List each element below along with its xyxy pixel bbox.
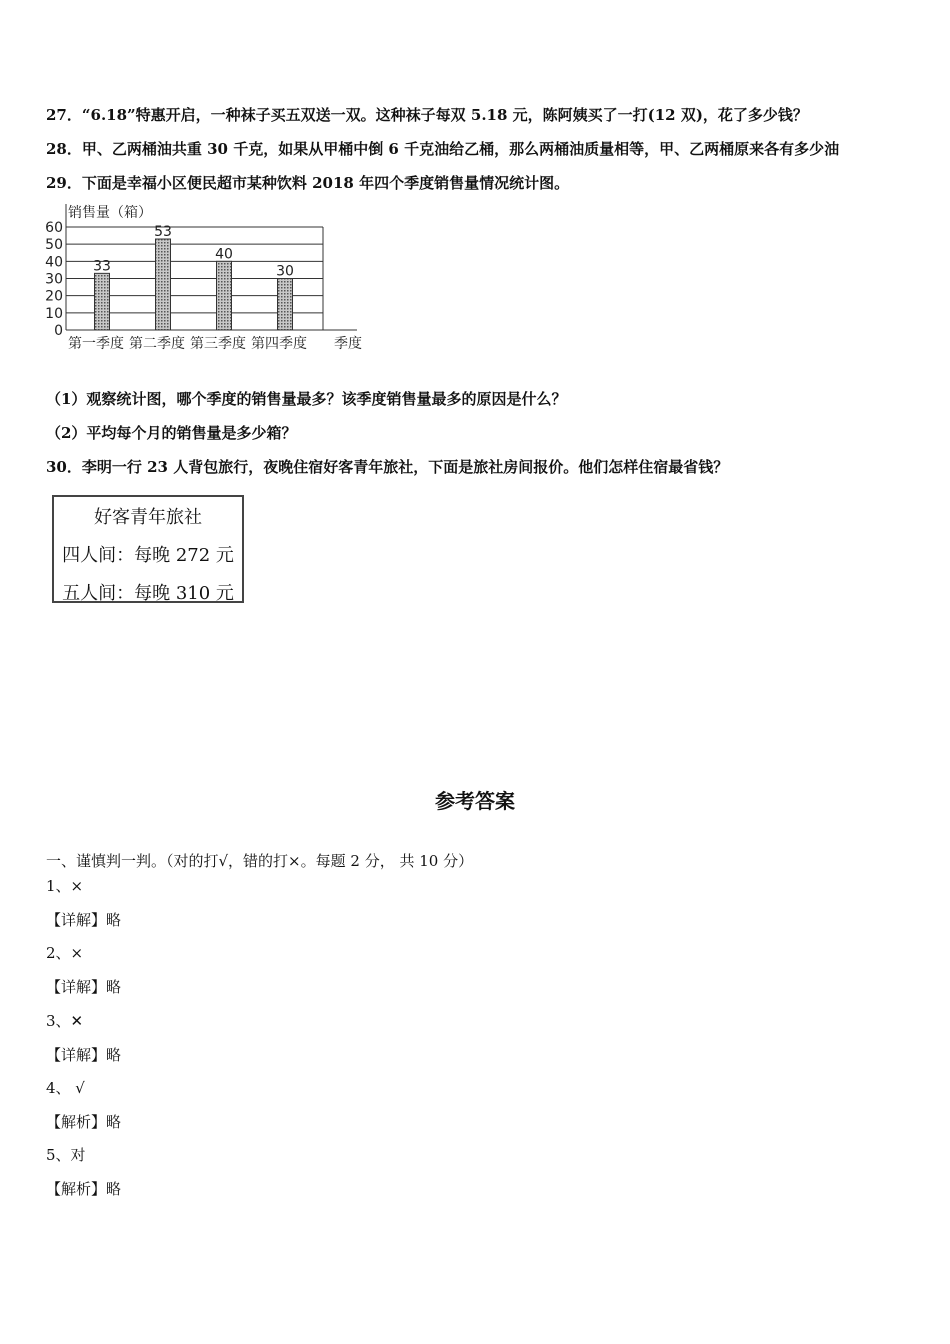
x-axis-label: 季度 [334, 336, 362, 352]
answer-section-heading: 一、谨慎判一判。（对的打√，错的打×。每题 2 分， 共 10 分） [46, 852, 474, 870]
y-tick-label-0: 0 [54, 323, 63, 339]
answer-4-detail: 【解析】略 [46, 1113, 122, 1131]
bar-4 [278, 279, 293, 331]
answer-1-detail: 【详解】略 [46, 911, 122, 929]
price-four-person: 四人间：每晚 272 元 [62, 545, 234, 566]
answer-4: 4、 √ [46, 1079, 85, 1097]
bar-value-label-2: 53 [154, 224, 172, 241]
bar-value-label-1: 33 [93, 258, 111, 275]
bar-2 [156, 239, 171, 330]
answer-5: 5、对 [46, 1146, 86, 1164]
answer-title: 参考答案 [435, 789, 515, 813]
price-board-title: 好客青年旅社 [94, 507, 202, 528]
x-category-label-3: 第三季度 [190, 336, 246, 352]
bar-value-label-4: 30 [276, 263, 294, 280]
bar-3 [217, 261, 232, 330]
question-27: 27．“6.18”特惠开启，一种袜子买五双送一双。这种袜子每双 5.18 元，陈阿姨买了一打(12 双)，花了多少钱？ [46, 106, 808, 124]
bar-1 [95, 273, 110, 330]
answer-3: 3、✕ [46, 1012, 84, 1030]
question-29-part-1: （1）观察统计图，哪个季度的销售量最多？该季度销售量最多的原因是什么？ [46, 390, 567, 408]
price-five-person: 五人间：每晚 310 元 [62, 583, 234, 604]
y-tick-label-40: 40 [45, 254, 63, 271]
x-category-label-1: 第一季度 [68, 336, 124, 352]
y-axis-label: 销售量（箱） [68, 205, 152, 221]
hostel-price-board [52, 495, 244, 603]
y-tick-label-30: 30 [45, 271, 63, 288]
x-category-label-4: 第四季度 [251, 336, 307, 352]
y-tick-label-10: 10 [45, 305, 63, 322]
answer-2: 2、× [46, 944, 84, 962]
question-30: 30．李明一行 23 人背包旅行，夜晚住宿好客青年旅社，下面是旅社房间报价。他们怎样住宿最省钱？ [46, 458, 729, 476]
answer-1: 1、× [46, 877, 84, 895]
y-tick-label-20: 20 [45, 288, 63, 305]
bar-value-label-3: 40 [215, 246, 233, 263]
y-tick-label-60: 60 [45, 220, 63, 236]
question-29-part-2: （2）平均每个月的销售量是多少箱？ [46, 424, 297, 442]
answer-3-detail: 【详解】略 [46, 1046, 122, 1064]
answer-2-detail: 【详解】略 [46, 978, 122, 996]
question-29: 29．下面是幸福小区便民超市某种饮料 2018 年四个季度销售量情况统计图。 [46, 174, 570, 192]
sales-bar-chart [44, 200, 374, 355]
y-tick-label-50: 50 [45, 237, 63, 254]
x-category-label-2: 第二季度 [129, 336, 185, 352]
question-28: 28．甲、乙两桶油共重 30 千克，如果从甲桶中倒 6 千克油给乙桶，那么两桶油质量相等，甲、乙两桶原来各有多少油 [46, 140, 840, 158]
answer-5-detail: 【解析】略 [46, 1180, 122, 1198]
